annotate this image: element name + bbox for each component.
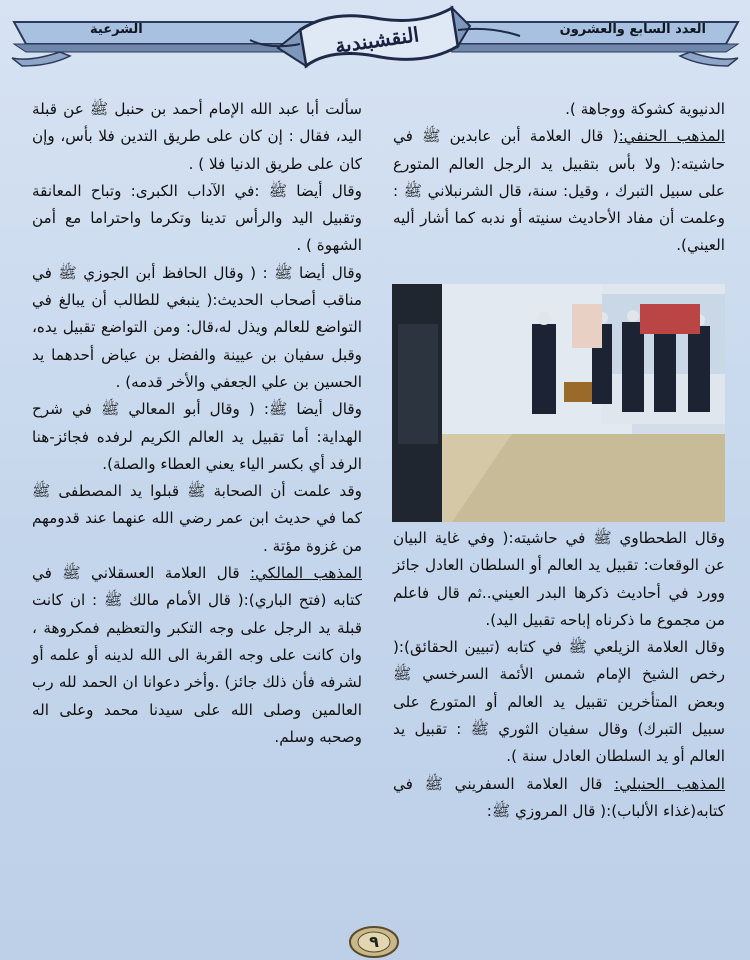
paragraph-body: قال العلامة السفريني ﷺ في كتابه(غذاء الألباب):( قال المروزي ﷺ: [393,774,725,820]
paragraph: وقال العلامة الزيلعي ﷺ في كتابه (تبيين الحقائق):( رخص الشيخ الإمام شمس الأئمة السرخسي ﷺ وبعض المتأخرين تقبيل يد العالم أو المتورع على سبيل التبرك) وقال سفيان الثوري ﷺ : تقبيل يد العالم أو يد السلطان العادل سنة ). [393,638,725,766]
paragraph: وقال أيضا ﷺ :في الآداب الكبرى: وتباح المعانقة وتقبيل اليد والرأس تدينا وتكرما واحتراما مع أمن الشهوة ) . [32,181,362,255]
paragraph-body: قال العلامة العسقلاني ﷺ في كتابه (فتح الباري):( قال الأمام مالك ﷺ : ان كانت قبلة يد الرجل على وجه التكبر والتعظيم فمكروهة ، وان كانت على وجه القربة الى الله لدينه أو علمه أو لشرفه فأن ذلك جائز) .وأخر دعوانا ان الحمد لله رب العالمين وصلى الله على سيدنا محمد وعلى اله وصحبه وسلم. [32,564,362,746]
paragraph [393,123,725,259]
paragraph-body: ( قال العلامة أبن عابدين ﷺ في حاشيته:( ولا بأس بتقبيل يد الرجل العالم المتورع على سبيل التبرك ، وقيل: سنة، قال الشرنبلاني ﷺ : وعلمت أن مفاد الأحاديث سنيته أو ندبه كما أشار أليه العيني). [393,127,725,255]
paragraph [32,560,362,751]
section-heading-maliki: المذهب المالكي: [250,564,362,583]
ribbon-title: النقشبندية [333,22,421,58]
paragraph: وقال أيضا ﷺ: ( وقال أبو المعالي ﷺ في شرح الهداية: أما تقبيل يد العالم الكريم لرفده فجائز-هنا الرفد أي بكسر الياء يعني العطاء والصلة). [32,400,362,473]
section-heading-hanafi: المذهب الحنفي: [618,127,726,146]
paragraph: وقد علمت أن الصحابة ﷺ قبلوا يد المصطفى ﷺ كما في حديث ابن عمر رضي الله عنهما عند قدومهم من غزوة مؤتة . [32,482,362,555]
article-photo [392,284,725,522]
paragraph [393,771,725,826]
paragraph: وقال أيضا ﷺ : ( وقال الحافظ أبن الجوزي ﷺ في مناقب أصحاب الحديث:( ينبغي للطالب أن يبالغ في التواضع للعالم ويذل له،قال: ومن التواضع تقبيل يده، وقبل سفيان بن عيينة والفضل بن عياض أحدهما يد الحسين بن علي الجعفي والأخر قدمه) . [32,263,362,391]
left-column [32,96,362,751]
paragraph: وقال الطحطاوي ﷺ في حاشيته:( وفي غاية البيان عن الوقعات: تقبيل يد العالم أو السلطان العادل جائز وورد في أحاديث ذكرها البدر العيني..ثم قال فاعلم من مجموع ما ذكرناه إباحه تقبيل اليد). [393,529,725,629]
issue-label: العدد السابع والعشرون [559,22,706,37]
section-label: الشرعية [90,22,143,37]
paragraph: الدنيوية كشوكة ووجاهة ). [565,100,725,118]
section-heading-hanbali: المذهب الحنبلي: [614,774,725,793]
right-column-bottom [393,525,725,825]
right-column-top [393,96,725,260]
page-number: ٩ [369,932,379,951]
paragraph: سألت أبا عبد الله الإمام أحمد بن حنبل ﷺ عن قبلة اليد، فقال : إن كان على طريق التدين فلا بأس، وإن كان على طريق الدنيا فلا ) . [32,100,362,173]
header-banner [0,0,750,80]
